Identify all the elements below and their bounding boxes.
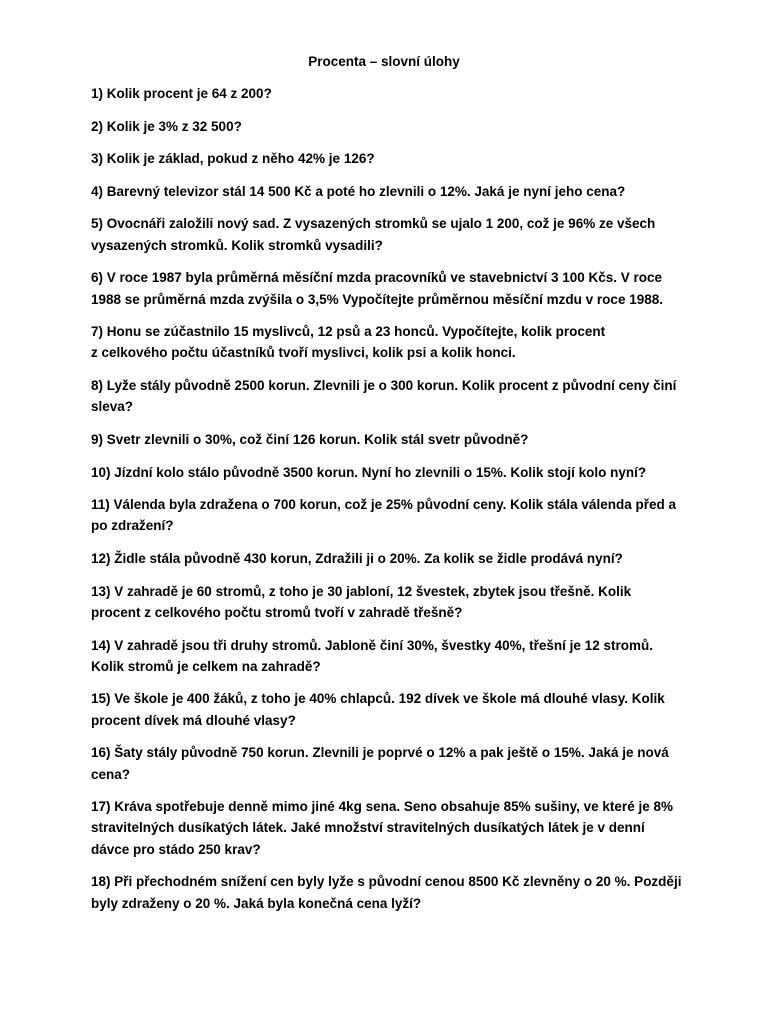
- question-text-line: 13) V zahradě je 60 stromů, z toho je 30 jabloní, 12 švestek, zbytek jsou třešně. Kolik: [91, 583, 632, 599]
- question-text-line: vysazených stromků. Kolik stromků vysadili?: [91, 237, 383, 253]
- question-text-line: po zdražení?: [91, 518, 174, 534]
- question-item: [91, 116, 691, 137]
- question-item: [91, 494, 691, 537]
- question-item: [91, 148, 691, 169]
- question-text-line: 7) Honu se zúčastnilo 15 myslivců, 12 psů a 23 honců. Vypočítejte, kolik procent: [91, 324, 606, 340]
- question-item: [91, 548, 691, 569]
- question-item: [91, 635, 691, 678]
- question-text-line: byly zdraženy o 20 %. Jaká byla konečná cena lyží?: [91, 895, 422, 911]
- question-text-line: 11) Válenda byla zdražena o 700 korun, což je 25% původní ceny. Kolik stála válenda před a: [91, 497, 676, 513]
- question-item: [91, 83, 691, 104]
- page-title: Procenta – slovní úlohy: [308, 54, 460, 69]
- question-text-line: 14) V zahradě jsou tři druhy stromů. Jabloně činí 30%, švestky 40%, třešní je 12 stromů.: [91, 637, 653, 653]
- question-text-line: 9) Svetr zlevnili o 30%, což činí 126 korun. Kolik stál svetr původně?: [91, 431, 529, 447]
- question-item: [91, 429, 691, 450]
- question-item: [91, 181, 691, 202]
- question-item: [91, 375, 691, 418]
- question-text-line: z celkového počtu účastníků tvoří myslivci, kolik psi a kolik honci.: [91, 345, 516, 361]
- question-text-line: 18) Při přechodném snížení cen byly lyže s původní cenou 8500 Kč zlevněny o 20 %. Později: [91, 874, 682, 890]
- question-text-line: 17) Kráva spotřebuje denně mimo jiné 4kg sena. Seno obsahuje 85% sušiny, ve které je 8%: [91, 799, 673, 815]
- question-text-line: 12) Židle stála původně 430 korun, Zdražili ji o 20%. Za kolik se židle prodává nyní?: [91, 551, 623, 567]
- question-text-line: 15) Ve škole je 400 žáků, z toho je 40% chlapců. 192 dívek ve škole má dlouhé vlasy. Kolik: [91, 691, 665, 707]
- question-item: [91, 267, 691, 310]
- question-item: [91, 213, 691, 256]
- question-list: [91, 83, 691, 925]
- question-text-line: 8) Lyže stály původně 2500 korun. Zlevnili je o 300 korun. Kolik procent z původní ceny činí: [91, 378, 677, 394]
- question-item: [91, 796, 691, 860]
- question-text-line: Kolik stromů je celkem na zahradě?: [91, 658, 321, 674]
- question-text-line: 16) Šaty stály původně 750 korun. Zlevnili je poprvé o 12% a pak ještě o 15%. Jaká je nová: [91, 745, 669, 761]
- question-text-line: 1988 se průměrná mzda zvýšila o 3,5% Vypočítejte průměrnou měsíční mzdu v roce 1988.: [91, 291, 663, 307]
- question-text-line: cena?: [91, 766, 131, 782]
- question-item: [91, 742, 691, 785]
- question-item: [91, 581, 691, 624]
- question-text-line: 2) Kolik je 3% z 32 500?: [91, 118, 242, 134]
- question-text-line: procent z celkového počtu stromů tvoří v zahradě třešně?: [91, 604, 463, 620]
- question-item: [91, 688, 691, 731]
- question-item: [91, 321, 691, 364]
- question-text-line: dávce pro stádo 250 krav?: [91, 841, 261, 857]
- question-text-line: 4) Barevný televizor stál 14 500 Kč a poté ho zlevnili o 12%. Jaká je nyní jeho cena?: [91, 183, 626, 199]
- question-text-line: 1) Kolik procent je 64 z 200?: [91, 86, 272, 101]
- question-text-line: procent dívek má dlouhé vlasy?: [91, 712, 296, 728]
- question-text-line: 6) V roce 1987 byla průměrná měsíční mzda pracovníků ve stavebnictví 3 100 Kčs. V roce: [91, 270, 663, 286]
- question-text-line: 3) Kolik je základ, pokud z něho 42% je 126?: [91, 151, 375, 167]
- question-item: [91, 871, 691, 914]
- question-text-line: sleva?: [91, 399, 134, 415]
- question-item: [91, 462, 691, 483]
- question-text-line: stravitelných dusíkatých látek. Jaké množství stravitelných dusíkatých látek je v denní: [91, 820, 645, 836]
- question-text-line: 5) Ovocnáři založili nový sad. Z vysazených stromků se ujalo 1 200, což je 96% ze všech: [91, 216, 656, 232]
- question-text-line: 10) Jízdní kolo stálo původně 3500 korun. Nyní ho zlevnili o 15%. Kolik stojí kolo nyní?: [91, 464, 647, 480]
